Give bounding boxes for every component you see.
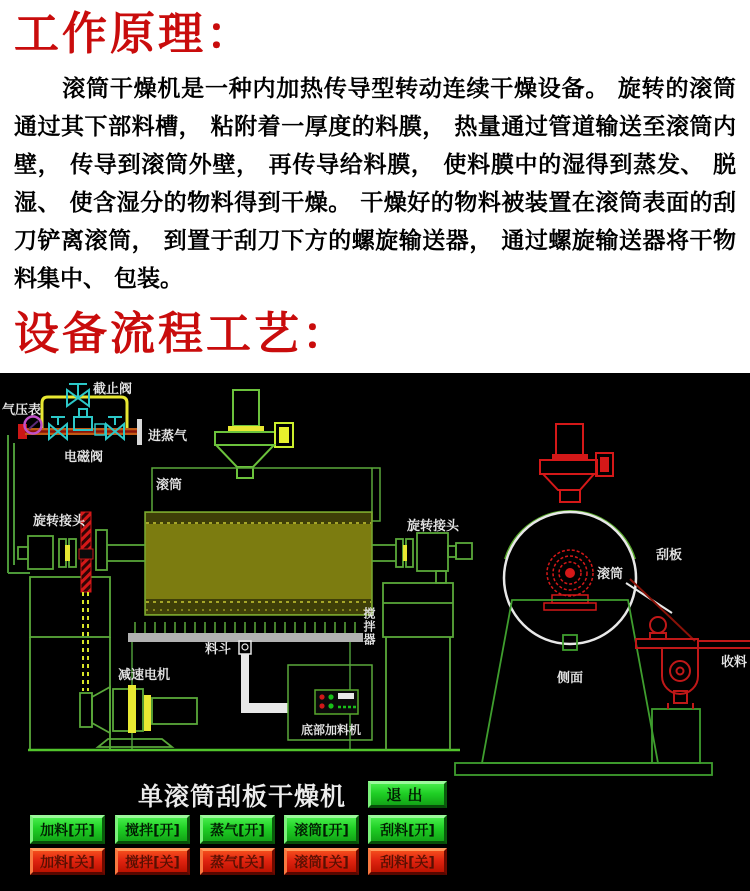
working-principle-body: 滚筒干燥机是一种内加热传导型转动连续干燥设备。 旋转的滚筒通过其下部料槽， 粘附着一厚度的料膜， 热量通过管道输送至滚筒内壁， 传导到滚筒外壁， 再传导给料膜， 使料膜中的湿得到蒸发、 脱湿、 使含湿分的物料得到干燥。 干燥好的物料被装置在滚筒表面的刮刀铲离滚筒， 到置于刮刀下方的螺旋输送器， 通过螺旋输送器将干物料集中、 包装。 <box>14 76 736 293</box>
exit-button[interactable]: 退出 <box>368 781 447 808</box>
side-view-stand <box>455 600 712 775</box>
disc1 <box>59 539 66 567</box>
hub-mount2 <box>544 603 596 610</box>
indicator-green1 <box>328 694 333 699</box>
right-pedestal-legs <box>386 637 450 750</box>
rotary-joint-left-label: 旋转接头 <box>33 514 86 529</box>
side-flange <box>540 460 597 474</box>
pressure-gauge-label: 气压表 <box>2 403 42 418</box>
steam-off-button[interactable]: 蒸气[关] <box>200 848 275 875</box>
feeder-funnel <box>216 445 274 467</box>
side-neck <box>560 490 580 502</box>
left-pedestal <box>30 577 110 637</box>
scraper-teeth <box>135 622 355 633</box>
indicator-green2 <box>328 703 333 708</box>
indicator-red2 <box>319 703 324 708</box>
feed-on-button[interactable]: 加料[开] <box>30 815 105 844</box>
shaft-lines <box>107 545 145 561</box>
agitate-off-button[interactable]: 搅拌[关] <box>115 848 190 875</box>
scrape-off-button[interactable]: 刮料[关] <box>368 848 447 875</box>
agitate-on-button[interactable]: 搅拌[开] <box>115 815 190 844</box>
side-motor <box>556 424 583 456</box>
drum-on-button[interactable]: 滚筒[开] <box>284 815 359 844</box>
drum-off-button[interactable]: 滚筒[关] <box>284 848 359 875</box>
steam-on-button[interactable]: 蒸气[开] <box>200 815 275 844</box>
bearing-block <box>96 530 107 570</box>
chute-circle <box>242 644 248 650</box>
motor-band1 <box>128 685 136 733</box>
coupling-fill <box>65 545 70 561</box>
joint-block <box>28 536 53 569</box>
hub-dot <box>565 568 575 578</box>
shaft-stub <box>448 546 456 557</box>
feeder-motor <box>233 390 259 426</box>
hmi-panel-title: 单滚筒刮板干燥机 <box>138 782 347 811</box>
pipe-end-flange <box>137 419 142 445</box>
working-principle-heading: 工作原理： <box>14 7 255 60</box>
motor-cylinder <box>152 698 197 724</box>
side-view-label: 侧面 <box>557 671 584 686</box>
solenoid-valve-icon <box>74 409 92 430</box>
feeder-side-fill <box>279 427 289 443</box>
rotary-joint-right-label: 旋转接头 <box>407 519 460 534</box>
disc2-right <box>406 539 413 567</box>
process-flow-heading: 设备流程工艺： <box>14 307 351 361</box>
shaft-cap <box>456 543 472 559</box>
drum-side-label: 滚筒 <box>597 567 624 582</box>
description-section <box>0 0 750 373</box>
feeder-flange <box>215 432 275 445</box>
drum-front-label: 滚筒 <box>156 478 183 493</box>
side-base <box>455 763 712 775</box>
chute-head <box>239 641 251 654</box>
side-view-feeder <box>540 424 613 502</box>
side-right-fill <box>600 457 609 472</box>
side-funnel <box>543 474 594 490</box>
chute-vertical <box>241 654 249 709</box>
stop-valve-icon <box>67 384 89 406</box>
collector-stand <box>652 709 700 763</box>
collector-vessel <box>662 648 698 694</box>
steam-supply-line <box>8 435 30 573</box>
feed-off-button[interactable]: 加料[关] <box>30 848 105 875</box>
coupling-fill-right <box>403 545 407 561</box>
agitator-label: 搅拌器 <box>362 607 376 646</box>
right-rotary-joint <box>372 533 472 750</box>
gear-motor-label: 减速电机 <box>118 668 171 683</box>
drain-fitting <box>436 571 446 583</box>
feed-chute <box>239 641 288 713</box>
drive-chain <box>83 592 88 691</box>
stand-notch <box>563 635 577 650</box>
vessel-dot <box>677 668 684 675</box>
motor-band2 <box>144 695 151 731</box>
collector-top-bar <box>636 639 698 648</box>
scraper-plate-label: 刮板 <box>656 548 683 563</box>
shaft-end <box>18 547 28 559</box>
motor-cone <box>92 687 110 733</box>
collector-pivot <box>650 617 666 633</box>
joint-block-right <box>417 533 448 571</box>
drum-top-arc <box>505 511 635 559</box>
solenoid-valve-label: 电磁阀 <box>64 450 104 465</box>
motor-cap <box>80 693 92 727</box>
shaft-lines-right <box>372 545 396 561</box>
gauge-needle <box>29 421 38 429</box>
gear-motor <box>80 685 197 747</box>
indicator-red1 <box>319 694 324 699</box>
collect-material-label: 收料 <box>721 655 748 670</box>
chute-horizontal <box>241 703 288 713</box>
sprocket-hub <box>79 549 93 559</box>
disc1-right <box>396 539 403 567</box>
steam-inlet-label: 进蒸气 <box>148 429 188 444</box>
feeder-display <box>338 693 354 699</box>
disc2 <box>69 539 76 567</box>
collect-pipe <box>698 641 750 648</box>
vessel-circle <box>670 661 690 681</box>
bottom-feeder-label: 底部加料机 <box>301 723 362 737</box>
top-feeder <box>215 390 293 478</box>
right-pedestal <box>383 583 453 637</box>
equipment-flow-diagram <box>0 373 750 891</box>
feed-hopper-label: 料斗 <box>205 642 232 657</box>
stop-valve-label: 截止阀 <box>93 382 133 397</box>
scrape-on-button[interactable]: 刮料[开] <box>368 815 447 844</box>
